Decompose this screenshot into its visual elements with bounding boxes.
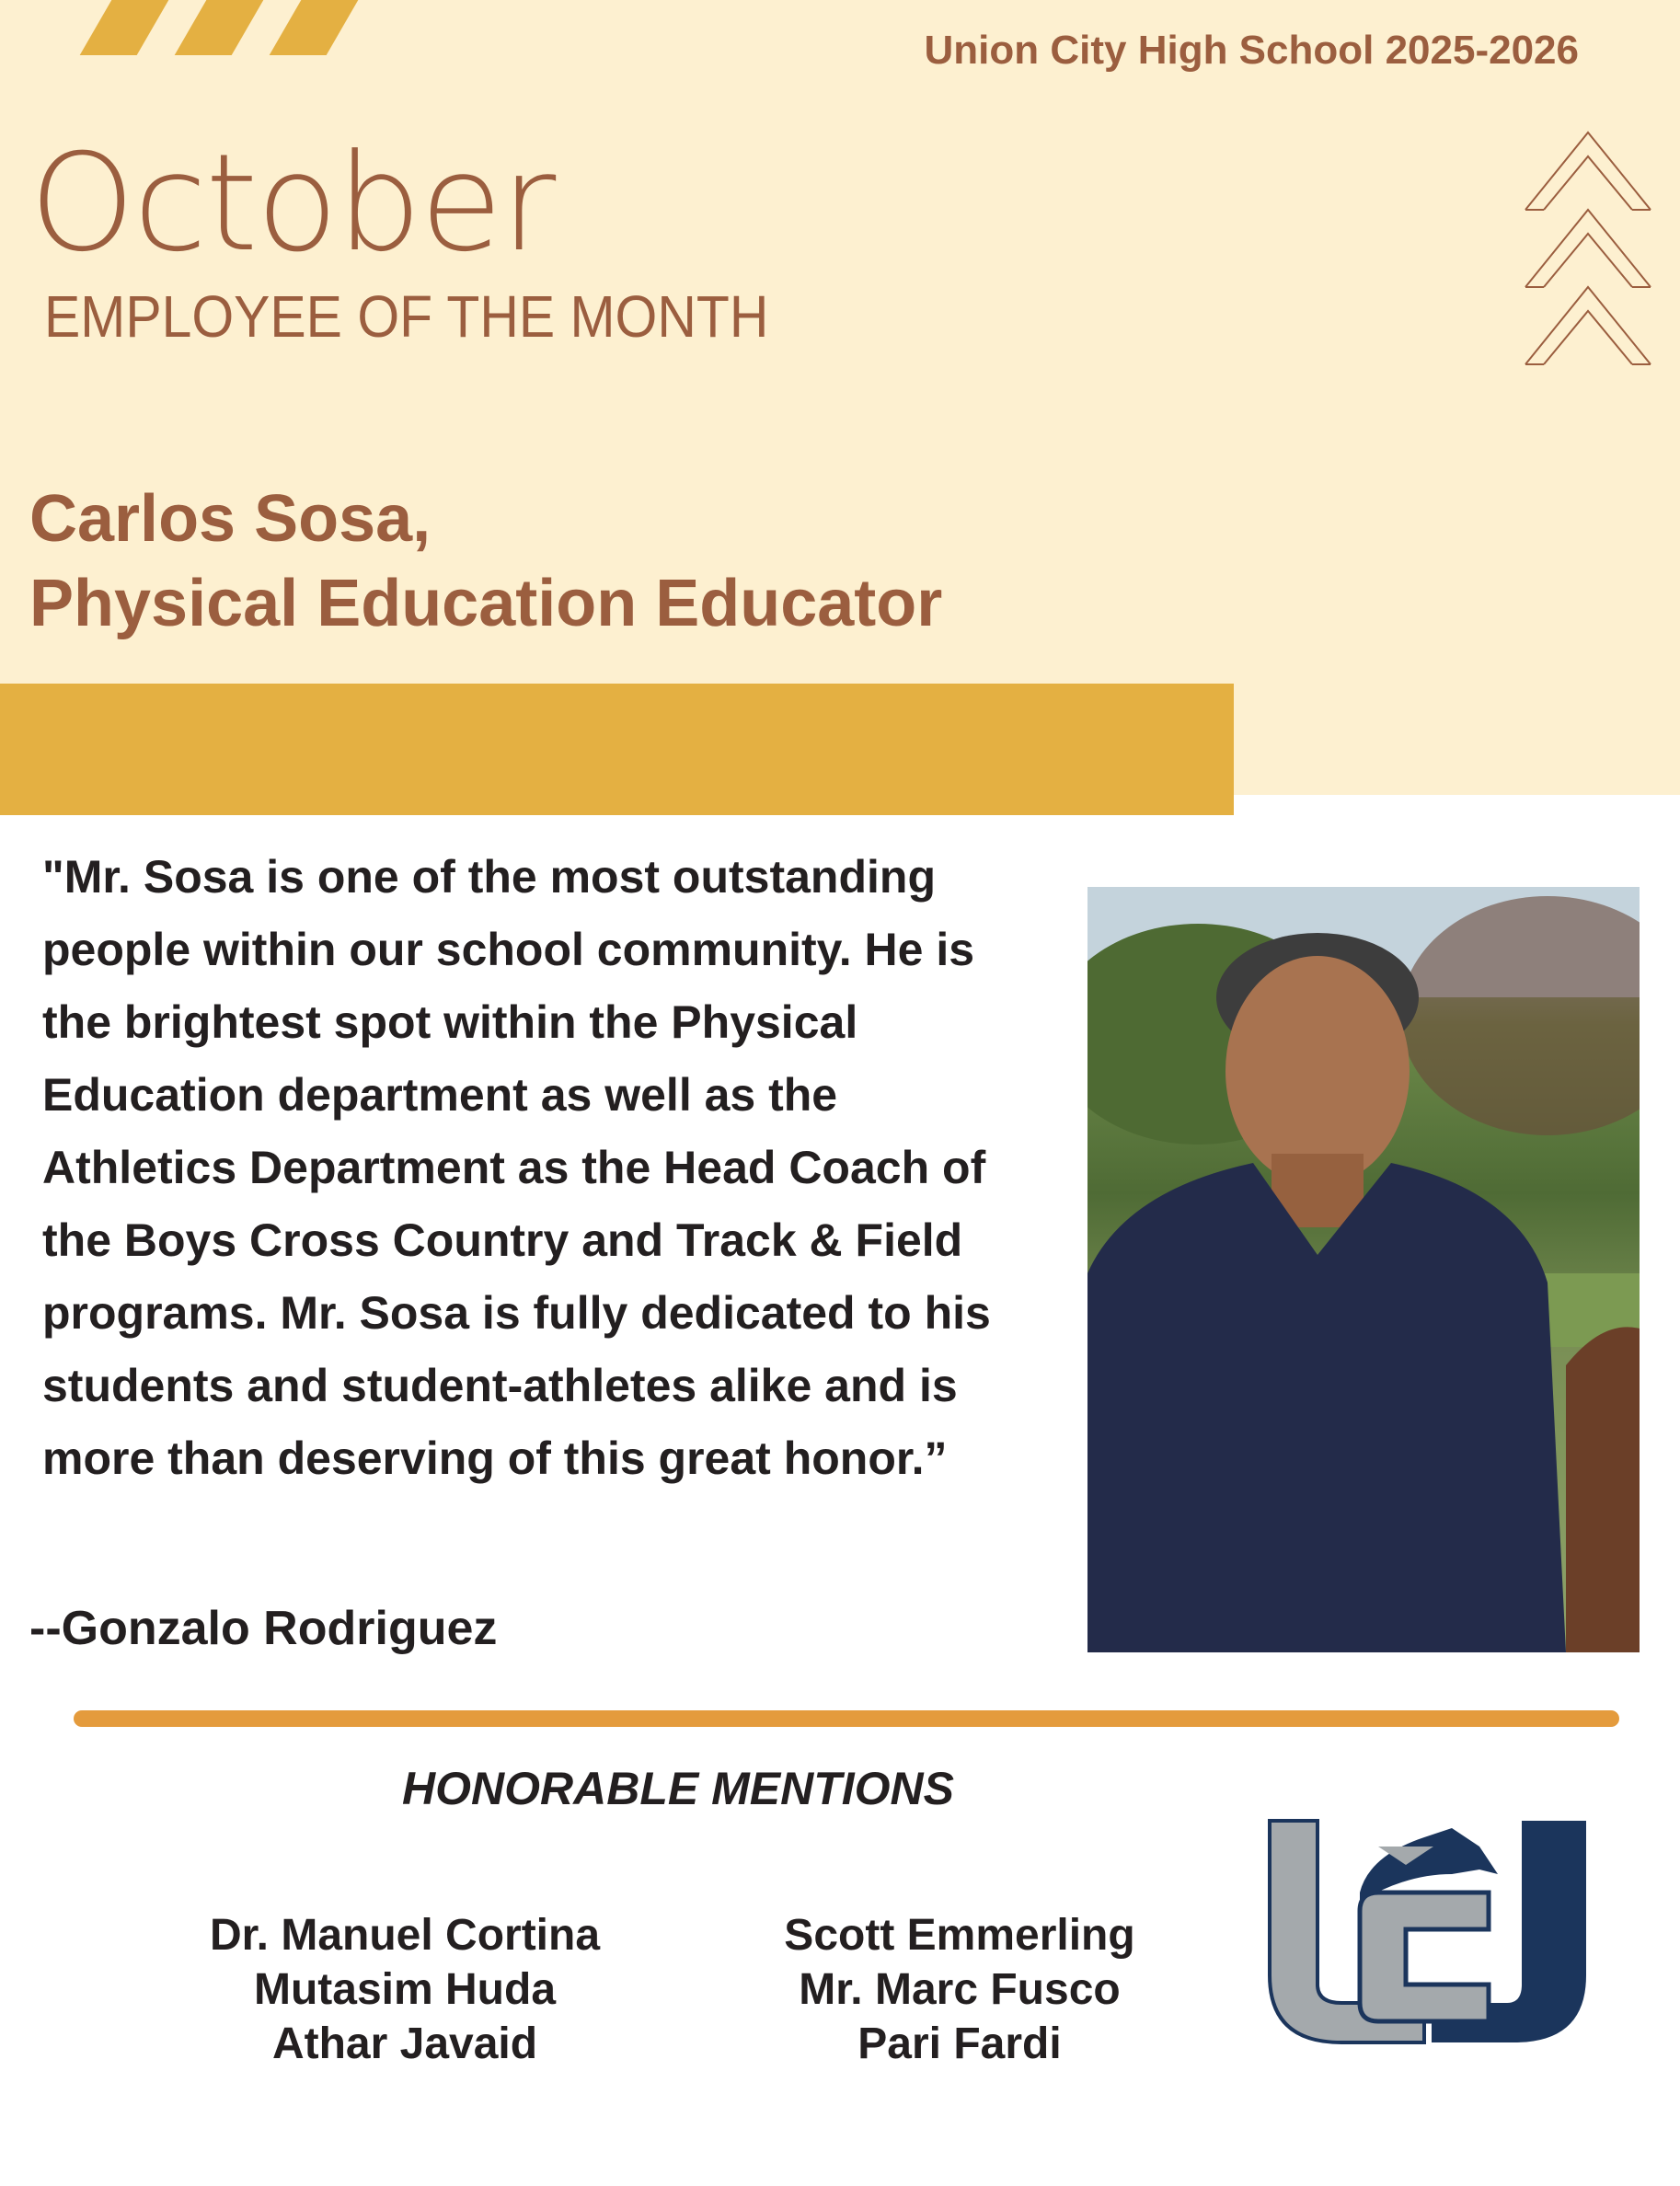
- mention-name: Athar Javaid: [271, 2019, 538, 2068]
- gold-banner: [0, 684, 1234, 815]
- honoree-title-line: Physical Education Educator: [29, 567, 943, 640]
- school-logo: [1268, 1819, 1588, 2044]
- section-divider: [74, 1710, 1619, 1727]
- honoree-name: [29, 477, 942, 646]
- person-photo-illustration: [1087, 887, 1640, 1652]
- honoree-name-line: Carlos Sosa,: [29, 482, 432, 556]
- mention-name: Mutasim Huda: [253, 1965, 557, 2014]
- header-background: [0, 0, 1680, 795]
- decorative-stripes: [0, 0, 414, 55]
- mention-name: Pari Fardi: [857, 2019, 1062, 2068]
- mentions-right-column: [684, 1908, 1236, 2071]
- school-year: Union City High School 2025-2026: [924, 28, 1579, 73]
- month-title: October: [29, 125, 555, 282]
- quote-attribution: --Gonzalo Rodriguez: [29, 1602, 498, 1655]
- honorable-mentions-heading: HONORABLE MENTIONS: [402, 1763, 954, 1814]
- nomination-quote: "Mr. Sosa is one of the most outstanding people within our school community. He is the brightest spot within the Physical Education department as well as the Athletics Department as the Head Coach of the Boys Cross Country and Track & Field programs. Mr. Sosa is fully dedicated to his students and student-athletes alike and is more than deserving of this great honor.”: [42, 851, 991, 1484]
- mention-name: Mr. Marc Fusco: [799, 1965, 1121, 2014]
- chevron-up-icon: [1524, 131, 1652, 368]
- mentions-left-column: [129, 1908, 681, 2071]
- mention-name: Scott Emmerling: [784, 1911, 1135, 1960]
- honoree-photo: [1087, 887, 1640, 1652]
- mention-name: Dr. Manuel Cortina: [209, 1911, 601, 1960]
- award-subtitle: EMPLOYEE OF THE MONTH: [44, 283, 769, 350]
